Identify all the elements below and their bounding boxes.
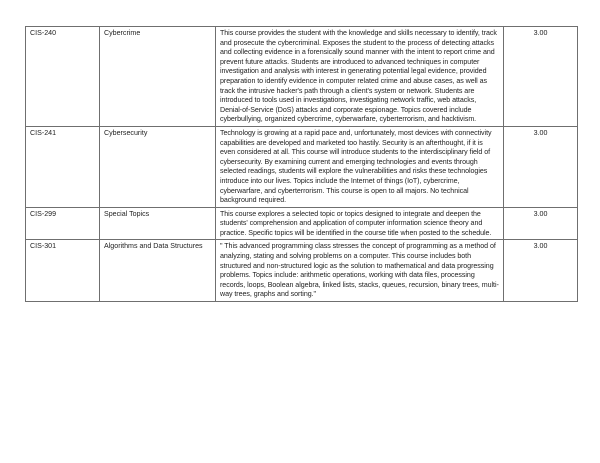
course-code: CIS-301 — [26, 240, 100, 302]
course-title: Algorithms and Data Structures — [100, 240, 216, 302]
course-code: CIS-240 — [26, 27, 100, 127]
course-title: Cybersecurity — [100, 126, 216, 207]
course-table — [25, 26, 578, 302]
course-credits: 3.00 — [504, 27, 578, 127]
course-title: Special Topics — [100, 207, 216, 240]
course-credits: 3.00 — [504, 126, 578, 207]
course-credits: 3.00 — [504, 207, 578, 240]
course-credits: 3.00 — [504, 240, 578, 302]
table-row-cis-301 — [26, 240, 578, 302]
course-title: Cybercrime — [100, 27, 216, 127]
course-code: CIS-299 — [26, 207, 100, 240]
table-row-cis-241 — [26, 126, 578, 207]
table-row-cis-240 — [26, 27, 578, 127]
course-description: " This advanced programming class stresses the concept of programming as a method of analyzing, stating and solving problems on a computer. This course includes both structured and non-structured logic as the solution to mathematical and data progressing problems. Topics include: arithmetic operations, working with data files, processing records, loops, Boolean algebra, linked lists, stacks, queues, recursion, binary trees, multi-way trees, graphs and sorting." — [216, 240, 504, 302]
course-description: This course explores a selected topic or topics designed to integrate and deepen the students' comprehension and application of computer information science theory and practice. Specific topics will be identified in the course title when posted to the schedule. — [216, 207, 504, 240]
course-description: This course provides the student with the knowledge and skills necessary to identify, track and prosecute the cybercriminal. Exposes the student to the process of detecting attacks and collecting evidence in a forensically sound manner with the intent to report crime and prevent future attacks. Students are introduced to advanced techniques in computer investigation and analysis with interest in generating potential legal evidence, provided preparation to identify evidence in computer related crime and abuse cases, as well as track the intrusive hacker's path through a client's system or network. Students are introduced to tools used in investigations, investigating network traffic, web attacks, Denial-of-Service (DoS) attacks and corporate espionage. Topics covered include cyberbullying, organized cybercrime, cyberwarfare, cyberterrorism, and hacktivism. — [216, 27, 504, 127]
course-code: CIS-241 — [26, 126, 100, 207]
table-row-cis-299 — [26, 207, 578, 240]
course-description: Technology is growing at a rapid pace and, unfortunately, most devices with connectivity capabilities are developed and marketed too hastily. Security is an afterthought, if it is even considered at all. This course will introduce students to the interdisciplinary field of cybersecurity. By examining current and emerging technologies and events through selected readings, students will explore the vulnerabilities and risks these technologies introduce into our lives. Topics include the Internet of things (IoT), cybercrime, cyberwarfare, and cyberterrorism. This course is open to all majors. No technical background required. — [216, 126, 504, 207]
